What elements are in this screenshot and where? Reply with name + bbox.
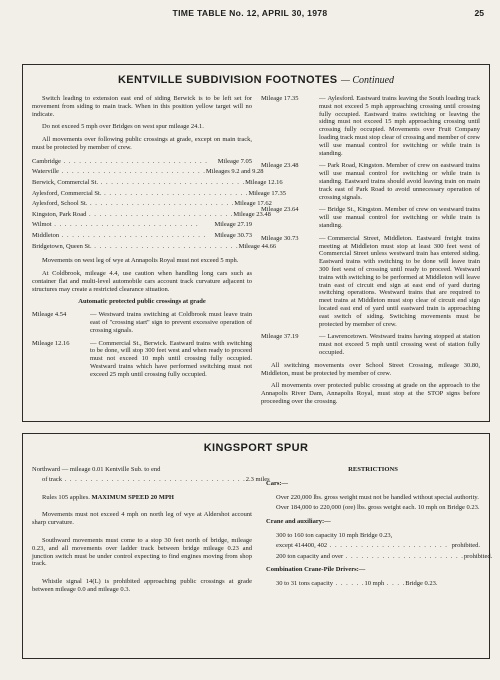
paragraph: Over 220,000 lbs. gross weight must not be handled without special authority. — [276, 493, 479, 501]
crane-capacity-row: 200 ton capacity and over . . . . . . . . . . . . . . . . . . . . . . . prohibited. — [276, 552, 493, 560]
kentville-footnotes-box — [22, 64, 490, 422]
paragraph: Movements must not exceed 4 mph on north leg of wye at Aldershot account sharp curvature. — [32, 511, 252, 527]
kingsport-left-column — [32, 466, 270, 600]
entry-text: Aylesford. Eastward trains leaving the South loading track must not exceed 5 mph approaching crossing until crossing fully occupied. Eastward trains switching or leaving the siding must not exceed 15 mph approaching crossing until crossing fully occupied. Movements over Fruit Company loading track must stop clear of crossing and member of crew will use manual control for switching or while train is standing. — [319, 95, 480, 157]
entry-mileage: Mileage 37.19 — [261, 333, 299, 341]
mileage-row: Middleton . . . . . . . . . . . . . . . . . . . . . . . . . . . . Mileage 30.73 — [32, 231, 252, 239]
kingsport-right-column — [266, 466, 493, 588]
timetable-title: TIME TABLE No. 12, APRIL 30, 1978 — [172, 8, 328, 18]
kentville-title-text: KENTVILLE SUBDIVISION FOOTNOTES — [117, 74, 338, 86]
crossing-entry: Mileage 12.16 — Commercial St., Berwick. Eastward trains with switching to be done, will stop 300 feet west and when ready to proceed must not exceed 10 mph until crossing fully occupied. Westward trains which have performed switching must not exceed 25 mph until crossing fully occupied. — [32, 339, 252, 378]
paragraph: Do not exceed 5 mph over Bridges on west spur mileage 24.1. — [42, 123, 204, 131]
restrictions-heading: RESTRICTIONS — [348, 466, 398, 473]
northward-distance-row: of track . . . . . . . . . . . . . . . . . . . . . . . . . . . . . . . . . . . 2.3 miles — [42, 475, 270, 483]
kentville-section-title — [23, 74, 489, 86]
paragraph: Switch leading to extension east end of siding Berwick is to be left set for movement from siding to main track. When in this position yellow target will no indicate. — [32, 95, 252, 118]
entry-text: Lawrencetown. Westward trains having stopped at station must not exceed 5 mph until crossing west of station fully occupied. — [319, 333, 480, 356]
entry-text: Park Road, Kingston. Member of crew on eastward trains will use manual control for switching or while train is standing. Eastward trains should avoid leaving train on main track east of Park Road to avoid unnecessary operation of crossing signals. — [319, 162, 480, 201]
crossing-entry: Mileage 23.64 — Bridge St., Kingston. Member of crew on westward trains will use manual control for switching or while train is standing. — [261, 206, 480, 229]
crossing-entry: Mileage 4.54 — Westward trains switching at Coldbrook must leave train east of "crossing start" sign to prevent excessive operation of crossing signals. — [32, 311, 252, 334]
crossing-entry: Mileage 17.35 — Aylesford. Eastward trains leaving the South loading track must not exceed 5 mph approaching crossing until crossing fully occupied. Eastward trains switching or leaving the siding must not exceed 15 mph approaching crossing until crossing fully occupied. Movements over Fruit Company loading track must stop clear of crossing and member of crew will use manual control for switching or while train is standing. — [261, 95, 480, 157]
paragraph: At Coldbrook, mileage 4.4, use caution when handling long cars such as container flat and multi-level automobile cars account track curvature adjacent to structures may create a restricted clearance situation. — [32, 269, 252, 293]
paragraph: Over 184,000 to 220,000 (ore) lbs. gross weight each. 10 mph on Bridge 0.23. — [276, 504, 480, 512]
entry-mileage: Mileage 30.73 — [261, 234, 299, 242]
combination-label: Combination Crane-Pile Drivers:— — [266, 566, 366, 574]
mileage-row: Wilmot . . . . . . . . . . . . . . . . . . . . . . . . . . . . Mileage 27.19 — [32, 221, 252, 229]
paragraph: All switching movements over School Street Crossing, mileage 30.80, Middleton, must be protected by member of crew. — [261, 361, 480, 377]
entry-text: Commercial Street, Middleton. Eastward freight trains meeting at Middleton must stop at least 300 feet west of Commercial Street unless westward train has entered siding. Eastward trains with switching to be done will leave train 300 feet west of crossing until ready to proceed. Westward trains with switching to be performed at Middleton will leave train east of circuit end sign at east end of yard during switching operations. Westward trains that are required to meet trains at Middleton must stop clear of circuit end sign located east end of yard until eastward train is approaching east switch of siding. Switching movements must be protected by member of crew. — [319, 234, 480, 328]
cars-label: Cars:— — [266, 479, 289, 487]
entry-text: Commercial St., Berwick. Eastward trains with switching to be done, will stop 300 feet west and when ready to proceed must not exceed 10 mph until crossing fully occupied. Westward trains which have performed switching must not exceed 25 mph until crossing fully occupied. — [90, 339, 252, 378]
protected-crossings-heading: Automatic protected public crossings at grade — [78, 298, 206, 306]
continued-label: — Continued — [341, 75, 395, 86]
entry-mileage: Mileage 23.64 — [261, 206, 299, 214]
kentville-right-column — [261, 95, 480, 411]
max-speed: MAXIMUM SPEED 20 MPH — [91, 493, 174, 501]
kingsport-section-title: KINGSPORT SPUR — [203, 442, 309, 454]
entry-mileage: Mileage 4.54 — [32, 311, 67, 319]
kingsport-spur-box — [22, 433, 493, 659]
paragraph: Southward movements must come to a stop 30 feet north of bridge, mileage 0.23, and all movements over ladder track between bridge mileage 0.23 and junction switch must be under control expecting to find engines moving from shop track. — [32, 536, 252, 568]
crossing-entry: Mileage 23.48 — Park Road, Kingston. Member of crew on eastward trains will use manual control for switching or while train is standing. Eastward trains should avoid leaving train on main track east of Park Road to avoid unnecessary operation of crossing signals. — [261, 162, 480, 201]
northward-line: Northward — mileage 0.01 Kentville Sub. to end — [32, 466, 161, 473]
paragraph: Whistle signal 14(L) is prohibited approaching public crossings at grade between mileage 0.0 and mileage 0.3. — [32, 578, 252, 593]
paragraph: All movements over protected public crossing at grade on the approach to the Annapolis River Dam, Annapolis Royal, must stop at the STOP signs before proceeding over the crossing. — [261, 382, 480, 405]
combination-row: 30 to 31 tons capacity . . . . . . 10 mph . . . . Bridge 0.23. — [276, 580, 438, 588]
crane-line: 300 to 160 ton capacity 10 mph Bridge 0.23, — [276, 531, 393, 539]
mileage-row: Aylesford, School St. . . . . . . . . . . . . . . . . . . . . . . . . . . . . Mileage 17.62 — [32, 200, 272, 208]
rules-line: Rules 105 applies. MAXIMUM SPEED 20 MPH — [42, 493, 174, 501]
paragraph: Movements on west leg of wye at Annapolis Royal must not exceed 5 mph. — [42, 257, 239, 265]
crossing-entry: Mileage 30.73 — Commercial Street, Middleton. Eastward freight trains meeting at Middleton must stop at least 300 feet west of Commercial Street unless westward train has entered siding. Eastward trains with switching to be done will leave train 300 feet west of crossing until ready to proceed. Westward trains with switching to be performed at Middleton will leave train east of circuit end sign at east end of yard during switching operations. Westward trains that are required to meet trains at Middleton must stop clear of circuit end sign located east end of yard until eastward train is approaching east switch of siding. Switching movements must be protected by member of crew. — [261, 234, 480, 328]
mileage-row: Cambridge . . . . . . . . . . . . . . . . . . . . . . . . . . . . Mileage 7.05 — [32, 157, 252, 165]
page-number: 25 — [474, 8, 484, 18]
crossing-entry: Mileage 37.19 — Lawrencetown. Westward trains having stopped at station must not exceed 5 mph until crossing west of station fully occupied. — [261, 333, 480, 356]
mileage-row: Aylesford, Commercial St. . . . . . . . . . . . . . . . . . . . . . . . . . . . . Mileage 17.35 — [32, 189, 286, 197]
entry-text: Westward trains switching at Coldbrook must leave train east of "crossing start" sign to prevent excessive operation of crossing signals. — [90, 311, 252, 334]
entry-mileage: Mileage 23.48 — [261, 162, 299, 170]
mileage-row: Berwick, Commercial St. . . . . . . . . . . . . . . . . . . . . . . . . . . . . Mileage 12.16 — [32, 178, 283, 186]
mileage-row: Bridgetown, Queen St. . . . . . . . . . . . . . . . . . . . . . . . . . . . . Mileage 44.66 — [32, 242, 277, 250]
mileage-row: Kingston, Park Road . . . . . . . . . . . . . . . . . . . . . . . . . . . . Mileage 23.48 — [32, 210, 271, 218]
page-header — [0, 8, 500, 22]
crane-label: Crane and auxiliary:— — [266, 518, 331, 526]
entry-text: Bridge St., Kingston. Member of crew on westward trains will use manual control for switching or while train is standing. — [319, 206, 480, 229]
mileage-row: Waterville . . . . . . . . . . . . . . . . . . . . . . . . . . . . Mileages 9.2 and 9.28 — [32, 168, 264, 176]
entry-mileage: Mileage 12.16 — [32, 339, 70, 347]
crane-exception-row: except 414400, 402 . . . . . . . . . . . . . . . . . . . . . . . prohibited. — [276, 541, 480, 549]
paragraph: All movements over following public crossings at grade, except on main track, must be protected by member of crew. — [32, 136, 252, 151]
entry-mileage: Mileage 17.35 — [261, 95, 299, 102]
